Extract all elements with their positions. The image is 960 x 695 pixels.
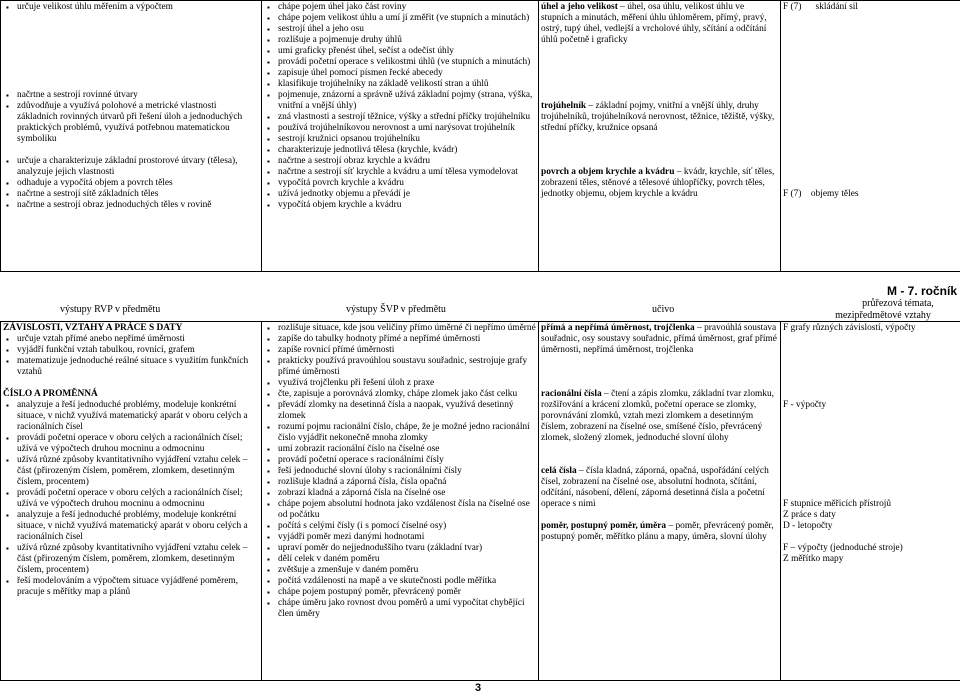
list-item: ▪ vypočítá povrch krychle a kvádru xyxy=(264,178,536,189)
cross-topic: F (7) objemy těles xyxy=(783,189,859,199)
header-cross-topics-2: mezipředmětové vztahy xyxy=(835,310,931,321)
list-item: ▪ provádí početní operace v oboru celých a racionálních čísel; užívá ve výpočtech druhou mocninu a odmocninu xyxy=(3,433,259,455)
curriculum-topic: poměr, postupný poměr, úměra xyxy=(541,521,667,531)
cross-topic: Z měřítko mapy xyxy=(783,554,844,564)
list-item: ▪ chápe pojem úhel jako část roviny xyxy=(264,2,536,13)
header-rvp: výstupy RVP v předmětu xyxy=(60,304,161,315)
top-table xyxy=(0,0,960,272)
list-item: ▪ načrtne a sestrojí obraz krychle a kvádru xyxy=(264,156,536,167)
list-item: ▪ chápe pojem velikost úhlu a umí jí změřit (ve stupních a minutách) xyxy=(264,13,536,24)
list-item: ▪ zapisuje úhel pomocí písmen řecké abecedy xyxy=(264,68,536,79)
list-item: ▪ umí graficky přenést úhel, sečíst a odečíst úhly xyxy=(264,46,536,57)
list-item xyxy=(3,68,259,79)
svp-column-bottom xyxy=(262,322,539,681)
list-item: ▪ načrtne a sestrojí rovinné útvary xyxy=(3,90,259,101)
curriculum-item xyxy=(541,389,778,444)
curriculum-item xyxy=(541,466,778,510)
list-item: ▪ analyzuje a řeší jednoduché problémy, modeluje konkrétní situace, v nichž využívá matematický aparát v oboru celých a racionálních čísel xyxy=(3,400,259,433)
list-item: ▪ zapíše do tabulky hodnoty přímé a nepřímé úměrnosti xyxy=(264,334,536,345)
list-item: ▪ určuje vztah přímé anebo nepřímé úměrnosti xyxy=(3,334,259,345)
list-item: ▪ zná vlastnosti a sestrojí těžnice, výšky a střední příčky trojúhelníku xyxy=(264,112,536,123)
curriculum-item xyxy=(541,521,778,543)
curriculum-item xyxy=(541,2,778,46)
list-item: ▪ provádí početní operace s racionálními čísly xyxy=(264,455,536,466)
list-item: ▪ klasifikuje trojúhelníky na základě velikostí stran a úhlů xyxy=(264,79,536,90)
list-item: ▪ načrtne a sestrojí sítě základních těles xyxy=(3,189,259,200)
list-item: ▪ provádí početní operace v oboru celých a racionálních čísel; užívá ve výpočtech druhou mocninu a odmocninu xyxy=(3,488,259,510)
list-item: ▪ chápe pojem absolutní hodnota jako vzdálenost čísla na číselné ose od počátku xyxy=(264,499,536,521)
curriculum-topic: přímá a nepřímá úměrnost, trojčlenka xyxy=(541,323,695,333)
list-item: ▪ umí zobrazit racionální číslo na číselné ose xyxy=(264,444,536,455)
curriculum-text: – čtení a zápis zlomku, základní tvar zlomku, rozšiřování a krácení zlomků, početní operace se zlomky, porovnávání zlomků, vztah mezi zlomkem a desetinným číslem, zobrazení na číselné ose, smíšené číslo, převrácený zlomek, složený zlomek, jednoduché slovní úlohy xyxy=(541,389,775,443)
list-item: ▪ řeší modelováním a výpočtem situace vyjádřené poměrem, pracuje s měřítky map a plánů xyxy=(3,576,259,598)
rvp-column-bottom xyxy=(1,322,262,681)
page-number: 3 xyxy=(475,682,482,694)
cross-topic: D - letopočty xyxy=(783,521,833,531)
list-item: ▪ používá trojúhelníkovou nerovnost a umí narýsovat trojúhelník xyxy=(264,123,536,134)
list-item xyxy=(3,145,259,156)
curriculum-text: – základní pojmy, vnitřní a vnější úhly, druhy trojúhelníků, trojúhelníková nerovnost, těžnice, těžiště, výšky, střední příčky, kružnice opsaná xyxy=(541,101,775,133)
cross-topic: F stupnice měřicích přístrojů xyxy=(783,499,892,509)
svp-column-top xyxy=(262,1,539,272)
list-item: ▪ zapíše rovnicí přímé úměrnosti xyxy=(264,345,536,356)
curriculum-column-top xyxy=(539,1,781,272)
curriculum-text: – poměr, převrácený poměr, postupný poměr, měřítko plánu a mapy, úměra, slovní úlohy xyxy=(541,521,774,542)
list-item: ▪ počítá vzdálenosti na mapě a ve skutečnosti podle měřítka xyxy=(264,576,536,587)
list-item: ▪ rozumí pojmu racionální číslo, chápe, že je možné jedno racionální číslo vyjádřit nekonečně mnoha zlomky xyxy=(264,422,536,444)
cross-topics-column-top xyxy=(781,1,960,272)
list-item: ▪ analyzuje a řeší jednoduché problémy, modeluje konkrétní situace, v nichž využívá matematický aparát v oboru celých a racionálních čísel xyxy=(3,510,259,543)
list-item: ▪ počítá s celými čísly (i s pomocí číselné osy) xyxy=(264,521,536,532)
header-svp: výstupy ŠVP v předmětu xyxy=(346,304,446,315)
cross-topic: Z práce s daty xyxy=(783,510,836,520)
curriculum-topic: úhel a jeho velikost xyxy=(541,2,618,12)
list-item: ▪ upraví poměr do nejjednoduššího tvaru (základní tvar) xyxy=(264,543,536,554)
section-title: ČÍSLO A PROMĚNNÁ xyxy=(3,389,98,399)
cross-topic: F grafy různých závislostí, výpočty xyxy=(783,323,916,333)
list-item: ▪ využívá trojčlenku při řešení úloh z praxe xyxy=(264,378,536,389)
list-item: ▪ zdůvodňuje a využívá polohové a metrické vlastnosti základních rovinných útvarů při řešení úloh a jednoduchých praktických problémů, využívá potřebnou matematickou symboliku xyxy=(3,101,259,145)
curriculum-column-bottom xyxy=(539,322,781,681)
list-item: ▪ rozlišuje situace, kde jsou veličiny přímo úměrné či nepřímo úměrné xyxy=(264,323,536,334)
list-item xyxy=(3,79,259,90)
list-item: ▪ zvětšuje a zmenšuje v daném poměru xyxy=(264,565,536,576)
section-title: ZÁVISLOSTI, VZTAHY A PRÁCE S DATY xyxy=(3,323,183,333)
list-item: ▪ pojmenuje, znázorní a správně užívá základní pojmy (strana, výška, vnitřní a vnější úhly) xyxy=(264,90,536,112)
list-item: ▪ vypočítá objem krychle a kvádru xyxy=(264,200,536,211)
list-item: ▪ sestrojí úhel a jeho osu xyxy=(264,24,536,35)
list-item: ▪ načrtne a sestrojí obraz jednoduchých těles v rovině xyxy=(3,200,259,211)
list-item xyxy=(3,46,259,57)
list-item: ▪ chápe úměru jako rovnost dvou poměrů a umí vypočítat chybějící člen úměry xyxy=(264,598,536,620)
list-item: ▪ převádí zlomky na desetinná čísla a naopak, využívá desetinný zlomek xyxy=(264,400,536,422)
header-cross-topics-1: průřezová témata, xyxy=(862,298,934,309)
list-item: ▪ načrtne a sestrojí síť krychle a kvádru a umí tělesa vymodelovat xyxy=(264,167,536,178)
bottom-table xyxy=(0,321,960,681)
cross-topic: F (7) skládání sil xyxy=(783,2,858,12)
list-item: ▪ matematizuje jednoduché reálné situace s využitím funkčních vztahů xyxy=(3,356,259,378)
curriculum-text: – kvádr, krychle, síť těles, zobrazení těles, stěnové a tělesové úhlopříčky, povrch těles, jednotky objemu, objem krychle a kvádru xyxy=(541,167,775,199)
rvp-column-top xyxy=(1,1,262,272)
curriculum-topic: celá čísla xyxy=(541,466,577,476)
list-item: ▪ řeší jednoduché slovní úlohy s racionálními čísly xyxy=(264,466,536,477)
list-item: ▪ určuje velikost úhlu měřením a výpočtem xyxy=(3,2,259,13)
list-item: ▪ prakticky používá pravoúhlou soustavu souřadnic, sestrojuje grafy přímé úměrnosti xyxy=(264,356,536,378)
column-headers xyxy=(0,296,960,322)
curriculum-topic: povrch a objem krychle a kvádru xyxy=(541,167,675,177)
list-item: ▪ užívá různé způsoby kvantitativního vyjádření vztahu celek – část (přirozeným číslem, poměrem, zlomkem, desetinným číslem, procentem) xyxy=(3,455,259,488)
list-item: ▪ užívá různé způsoby kvantitativního vyjádření vztahu celek – část (přirozeným číslem, poměrem, zlomkem, desetinným číslem, procentem) xyxy=(3,543,259,576)
curriculum-item xyxy=(541,101,778,134)
curriculum-item xyxy=(541,323,778,356)
list-item xyxy=(3,35,259,46)
curriculum-item xyxy=(541,167,778,200)
list-item: ▪ odhaduje a vypočítá objem a povrch těles xyxy=(3,178,259,189)
grade-title: M - 7. ročník xyxy=(886,284,957,298)
curriculum-topic: racionální čísla xyxy=(541,389,602,399)
list-item: ▪ užívá jednotky objemu a převádí je xyxy=(264,189,536,200)
list-item: ▪ rozlišuje a pojmenuje druhy úhlů xyxy=(264,35,536,46)
header-curriculum: učivo xyxy=(652,304,675,315)
list-item xyxy=(3,13,259,24)
list-item: ▪ čte, zapisuje a porovnává zlomky, chápe zlomek jako část celku xyxy=(264,389,536,400)
list-item: ▪ chápe pojem postupný poměr, převrácený poměr xyxy=(264,587,536,598)
list-item: ▪ dělí celek v daném poměru xyxy=(264,554,536,565)
list-item: ▪ vyjádří poměr mezi danými hodnotami xyxy=(264,532,536,543)
curriculum-text: – úhel, osa úhlu, velikost úhlu ve stupních a minutách, měření úhlu úhloměrem, přímý, pravý, ostrý, tupý úhel, vedlejší a vrcholové úhly, sčítání a odčítání úhlů početně i graficky xyxy=(541,2,767,45)
curriculum-topic: trojúhelník xyxy=(541,101,587,111)
cross-topics-column-bottom xyxy=(781,322,960,681)
list-item: ▪ zobrazí kladná a záporná čísla na číselné ose xyxy=(264,488,536,499)
list-item: ▪ charakterizuje jednotlivá tělesa (krychle, kvádr) xyxy=(264,145,536,156)
cross-topic: F - výpočty xyxy=(783,400,827,410)
list-item: ▪ rozlišuje kladná a záporná čísla, čísla opačná xyxy=(264,477,536,488)
curriculum-text: – pravoúhlá soustava souřadnic, osy soustavy souřadnic, přímá úměrnost, graf přímé úměrnosti, nepřímá úměrnost, trojčlenka xyxy=(541,323,777,355)
list-item: ▪ vyjádří funkční vztah tabulkou, rovnicí, grafem xyxy=(3,345,259,356)
curriculum-text: – čísla kladná, záporná, opačná, uspořádání celých čísel, zobrazení na číselné ose, absolutní hodnota, sčítání, odčítání, násobení, dělení, záporná desetinná čísla a početní operace s nimi xyxy=(541,466,769,509)
list-item xyxy=(3,24,259,35)
list-item: ▪ sestrojí kružnici opsanou trojúhelníku xyxy=(264,134,536,145)
list-item xyxy=(3,57,259,68)
list-item: ▪ určuje a charakterizuje základní prostorové útvary (tělesa), analyzuje jejich vlastnosti xyxy=(3,156,259,178)
cross-topic: F – výpočty (jednoduché stroje) xyxy=(783,543,903,553)
list-item: ▪ provádí početní operace s velikostmi úhlů (ve stupních a minutách) xyxy=(264,57,536,68)
